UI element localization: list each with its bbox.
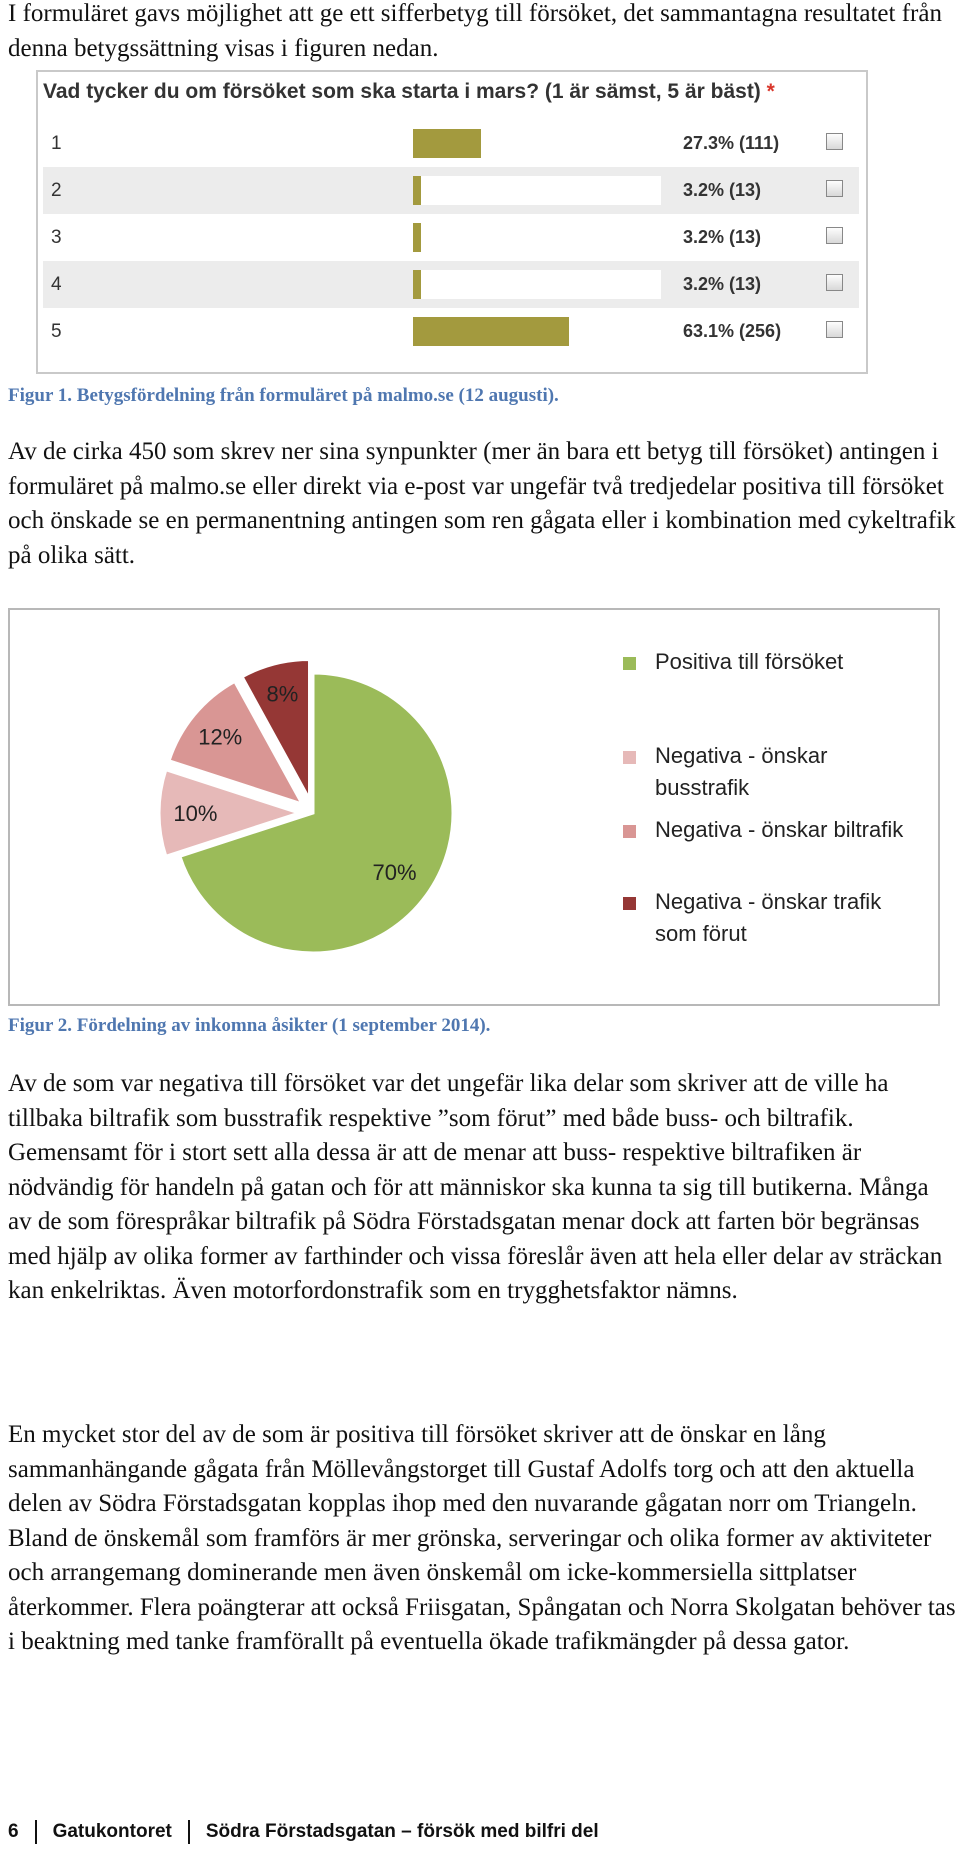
row-checkbox[interactable]: [826, 133, 843, 150]
footer-separator: [35, 1820, 37, 1844]
bar-track: [413, 176, 661, 205]
row-checkbox[interactable]: [826, 180, 843, 197]
bar-category-label: 3: [51, 227, 62, 248]
bar: [413, 176, 421, 205]
bar-track: [413, 223, 661, 252]
bar-category-label: 4: [51, 274, 62, 295]
legend-label: Negativa - önskar busstrafik: [655, 743, 828, 800]
footer-department: Gatukontoret: [52, 1821, 172, 1843]
intro-paragraph: I formuläret gavs möjlighet att ge ett sifferbetyg till försöket, det sammantagna resultatet från denna betygssättning visas i figuren nedan.: [8, 0, 942, 62]
legend-swatch: [623, 751, 636, 764]
row-checkbox[interactable]: [826, 321, 843, 338]
legend-swatch: [623, 897, 636, 910]
required-marker: *: [766, 80, 775, 103]
legend-label: Negativa - önskar trafik som förut: [655, 889, 882, 946]
bar-value-label: 3.2% (13): [683, 274, 762, 294]
bar: [413, 223, 421, 252]
bar-track: [413, 317, 661, 346]
pie-slice-label: 70%: [372, 860, 417, 886]
pie-svg: [10, 610, 610, 1004]
legend-swatch: [623, 825, 636, 838]
legend-item: [623, 646, 923, 678]
bar-row: [43, 261, 859, 308]
footer-document-title: Södra Förstadsgatan – försök med bilfri del: [205, 1821, 599, 1843]
chart-title-text: Vad tycker du om försöket som ska starta i mars? (1 är sämst, 5 är bäst): [43, 80, 761, 103]
figure1-caption: Figur 1. Betygsfördelning från formuläret på malmo.se (12 augusti).: [8, 385, 559, 406]
bar-value-label: 3.2% (13): [683, 180, 762, 200]
opinion-pie-chart: [8, 608, 940, 1006]
page-footer: [8, 1820, 599, 1844]
footer-separator: [188, 1820, 190, 1844]
bar: [413, 270, 421, 299]
bar-track: [413, 270, 661, 299]
legend-item: [623, 814, 923, 846]
paragraph-2: Av de cirka 450 som skrev ner sina synpunkter (mer än bara ett betyg till försöket) antingen i formuläret på malmo.se eller direkt via e-post var ungefär två tredjedelar positiva till försöket och önskade se en permanentning antingen som ren gågata eller i kombination med cykeltrafik på olika sätt.: [8, 438, 956, 569]
row-checkbox[interactable]: [826, 274, 843, 291]
pie-slice-label: 10%: [173, 801, 218, 826]
legend-item: [623, 886, 923, 950]
bar-row: [43, 214, 859, 261]
paragraph-3: Av de som var negativa till försöket var det ungefär lika delar som skriver att de ville ha tillbaka biltrafik som busstrafik respektive ”som förut” med både buss- och biltrafik. Gemensamt för i stort sett alla dessa är att de menar att buss- respektive biltrafiken är nödvändig för handeln på gatan och för att människor ska kunna ta sig till butikerna. Många av de som förespråkar biltrafik på Södra Förstadsgatan menar dock att farten bör begränsas med hjälp av olika former av farthinder och vissa föreslår även att hela eller delar av sträckan kan enkelriktas. Även motorfordonstrafik som en trygghetsfaktor nämns.: [8, 1070, 943, 1304]
bar-value-label: 63.1% (256): [683, 321, 782, 341]
bar-category-label: 2: [51, 180, 62, 201]
rating-bar-chart: [36, 70, 868, 374]
bar-row: [43, 120, 859, 167]
legend-swatch: [623, 657, 636, 670]
row-checkbox[interactable]: [826, 227, 843, 244]
figure2-caption: Figur 2. Fördelning av inkomna åsikter (1 september 2014).: [8, 1015, 491, 1036]
chart-title: [43, 80, 775, 104]
legend-label: Negativa - önskar biltrafik: [655, 817, 904, 842]
legend-label: Positiva till försöket: [655, 649, 844, 674]
bar-row: [43, 308, 859, 355]
pie-slice-label: 12%: [198, 724, 243, 750]
bar-row: [43, 167, 859, 214]
bar-category-label: 1: [51, 133, 62, 154]
bar-value-label: 3.2% (13): [683, 227, 762, 247]
legend-item: [623, 740, 923, 804]
bar: [413, 317, 569, 346]
paragraph-4: En mycket stor del av de som är positiva till försöket skriver att de önskar en lång sammanhängande gågata från Möllevångstorget till Gustaf Adolfs torg och att den aktuella delen av Södra Förstadsgatan kopplas ihop med den nuvarande gågatan norr om Triangeln. Bland de önskemål som framförs är mer grönska, serveringar och olika former av aktiviteter och arrangemang dominerande men även önskemål om icke-kommersiella sittplatser återkommer. Flera poängterar att också Friisgatan, Spångatan och Norra Skolgatan behöver tas i beaktning med tanke framförallt på eventuella ökade trafikmängder på dessa gator.: [8, 1421, 956, 1655]
pie-slice-label: 8%: [266, 681, 299, 707]
bar-track: [413, 129, 661, 158]
bar-category-label: 5: [51, 321, 62, 342]
bar: [413, 129, 481, 158]
page-number: 6: [8, 1821, 19, 1843]
bar-value-label: 27.3% (111): [683, 133, 780, 153]
